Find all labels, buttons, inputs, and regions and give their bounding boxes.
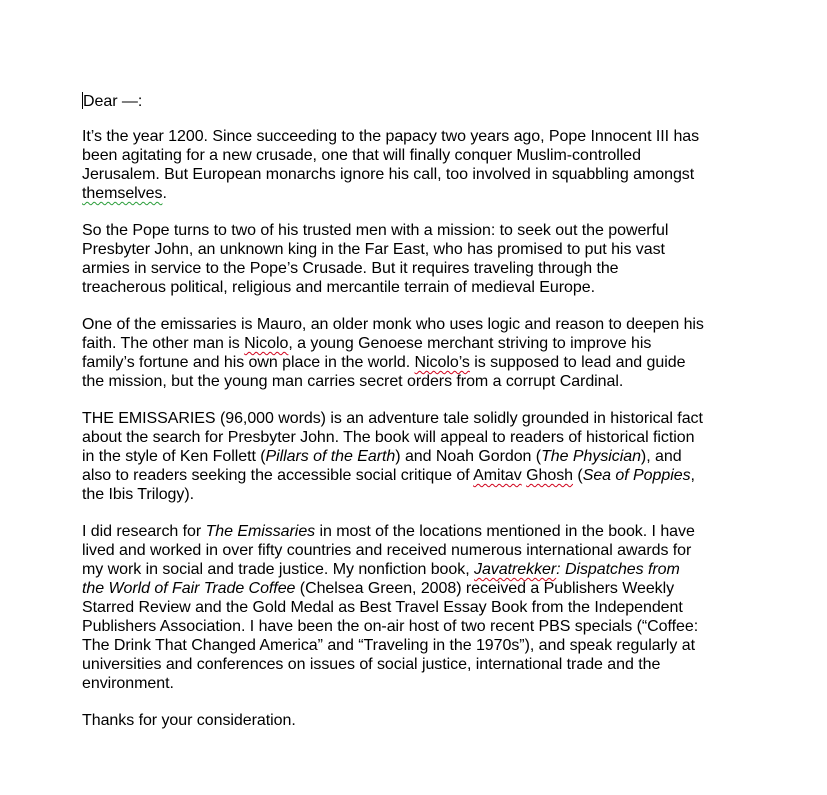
text-line: Starred Review and the Gold Medal as Best Travel Essay Book from the Independent [82, 599, 683, 616]
book-title: The Physician [541, 448, 641, 465]
text-line: treacherous political, religious and mercantile terrain of medieval Europe. [82, 279, 595, 296]
spelling-flagged-word[interactable]: Nicolo [244, 335, 289, 352]
closing-line: Thanks for your consideration. [82, 712, 296, 729]
text-line: the Ibis Trilogy). [82, 486, 195, 503]
text-line: themselves. [82, 185, 167, 202]
paragraph-bio [82, 522, 742, 693]
book-title: Pillars of the Earth [265, 448, 396, 465]
book-title: : Dispatches from [556, 561, 680, 578]
book-title: the World of Fair Trade Coffee [82, 580, 296, 597]
text-line: Jerusalem. But European monarchs ignore his call, too involved in squabbling amongst [82, 166, 695, 183]
text-line: Publishers Association. I have been the on-air host of two recent PBS specials (“Coffee: [82, 618, 699, 635]
text-line: in the style of Ken Follett (Pillars of the Earth) and Noah Gordon (The Physician), and [82, 448, 682, 465]
salutation: Dear —: [83, 93, 143, 110]
spelling-flagged-word[interactable]: Nicolo’s [414, 354, 470, 371]
text-line: the World of Fair Trade Coffee (Chelsea Green, 2008) received a Publishers Weekly [82, 580, 675, 597]
text-line: So the Pope turns to two of his trusted men with a mission: to seek out the powerful [82, 222, 669, 239]
paragraph-mission [82, 221, 742, 297]
document-page[interactable] [82, 92, 742, 748]
text-line: universities and conferences on issues of social justice, international trade and the [82, 656, 661, 673]
spelling-flagged-word[interactable]: Amitav [473, 467, 522, 484]
text-line: Presbyter John, an unknown king in the Far East, who has promised to put his vast [82, 241, 665, 258]
grammar-flagged-word[interactable]: themselves [82, 185, 163, 202]
text-line: my work in social and trade justice. My nonfiction book, Javatrekker: Dispatches from [82, 561, 680, 578]
paragraph-pitch [82, 409, 742, 504]
paragraph-characters [82, 315, 742, 391]
spelling-flagged-word[interactable]: Javatrekker [474, 561, 557, 578]
text-line: The Drink That Changed America” and “Traveling in the 1970s”), and speak regularly at [82, 637, 695, 654]
text-line: I did research for The Emissaries in most of the locations mentioned in the book. I have [82, 523, 695, 540]
book-title: Sea of Poppies [582, 467, 691, 484]
text-line: THE EMISSARIES (96,000 words) is an adventure tale solidly grounded in historical fact [82, 410, 703, 427]
text-line: faith. The other man is Nicolo, a young Genoese merchant striving to improve his [82, 335, 652, 352]
paragraph-premise [82, 127, 742, 203]
text-line: also to readers seeking the accessible social critique of Amitav Ghosh (Sea of Poppies, [82, 467, 695, 484]
text-line: environment. [82, 675, 174, 692]
text-line: It’s the year 1200. Since succeeding to the papacy two years ago, Pope Innocent III has [82, 128, 700, 145]
text-line: been agitating for a new crusade, one that will finally conquer Muslim-controlled [82, 147, 641, 164]
text-line: armies in service to the Pope’s Crusade. But it requires traveling through the [82, 260, 619, 277]
text-line: One of the emissaries is Mauro, an older monk who uses logic and reason to deepen his [82, 316, 704, 333]
text-line: the mission, but the young man carries secret orders from a corrupt Cardinal. [82, 373, 624, 390]
text-line: about the search for Presbyter John. The book will appeal to readers of historical fiction [82, 429, 695, 446]
text-line: lived and worked in over fifty countries and received numerous international awards for [82, 542, 692, 559]
book-title: The Emissaries [205, 523, 316, 540]
text-line: family’s fortune and his own place in the world. Nicolo’s is supposed to lead and guide [82, 354, 686, 371]
spelling-flagged-word[interactable]: Ghosh [526, 467, 574, 484]
